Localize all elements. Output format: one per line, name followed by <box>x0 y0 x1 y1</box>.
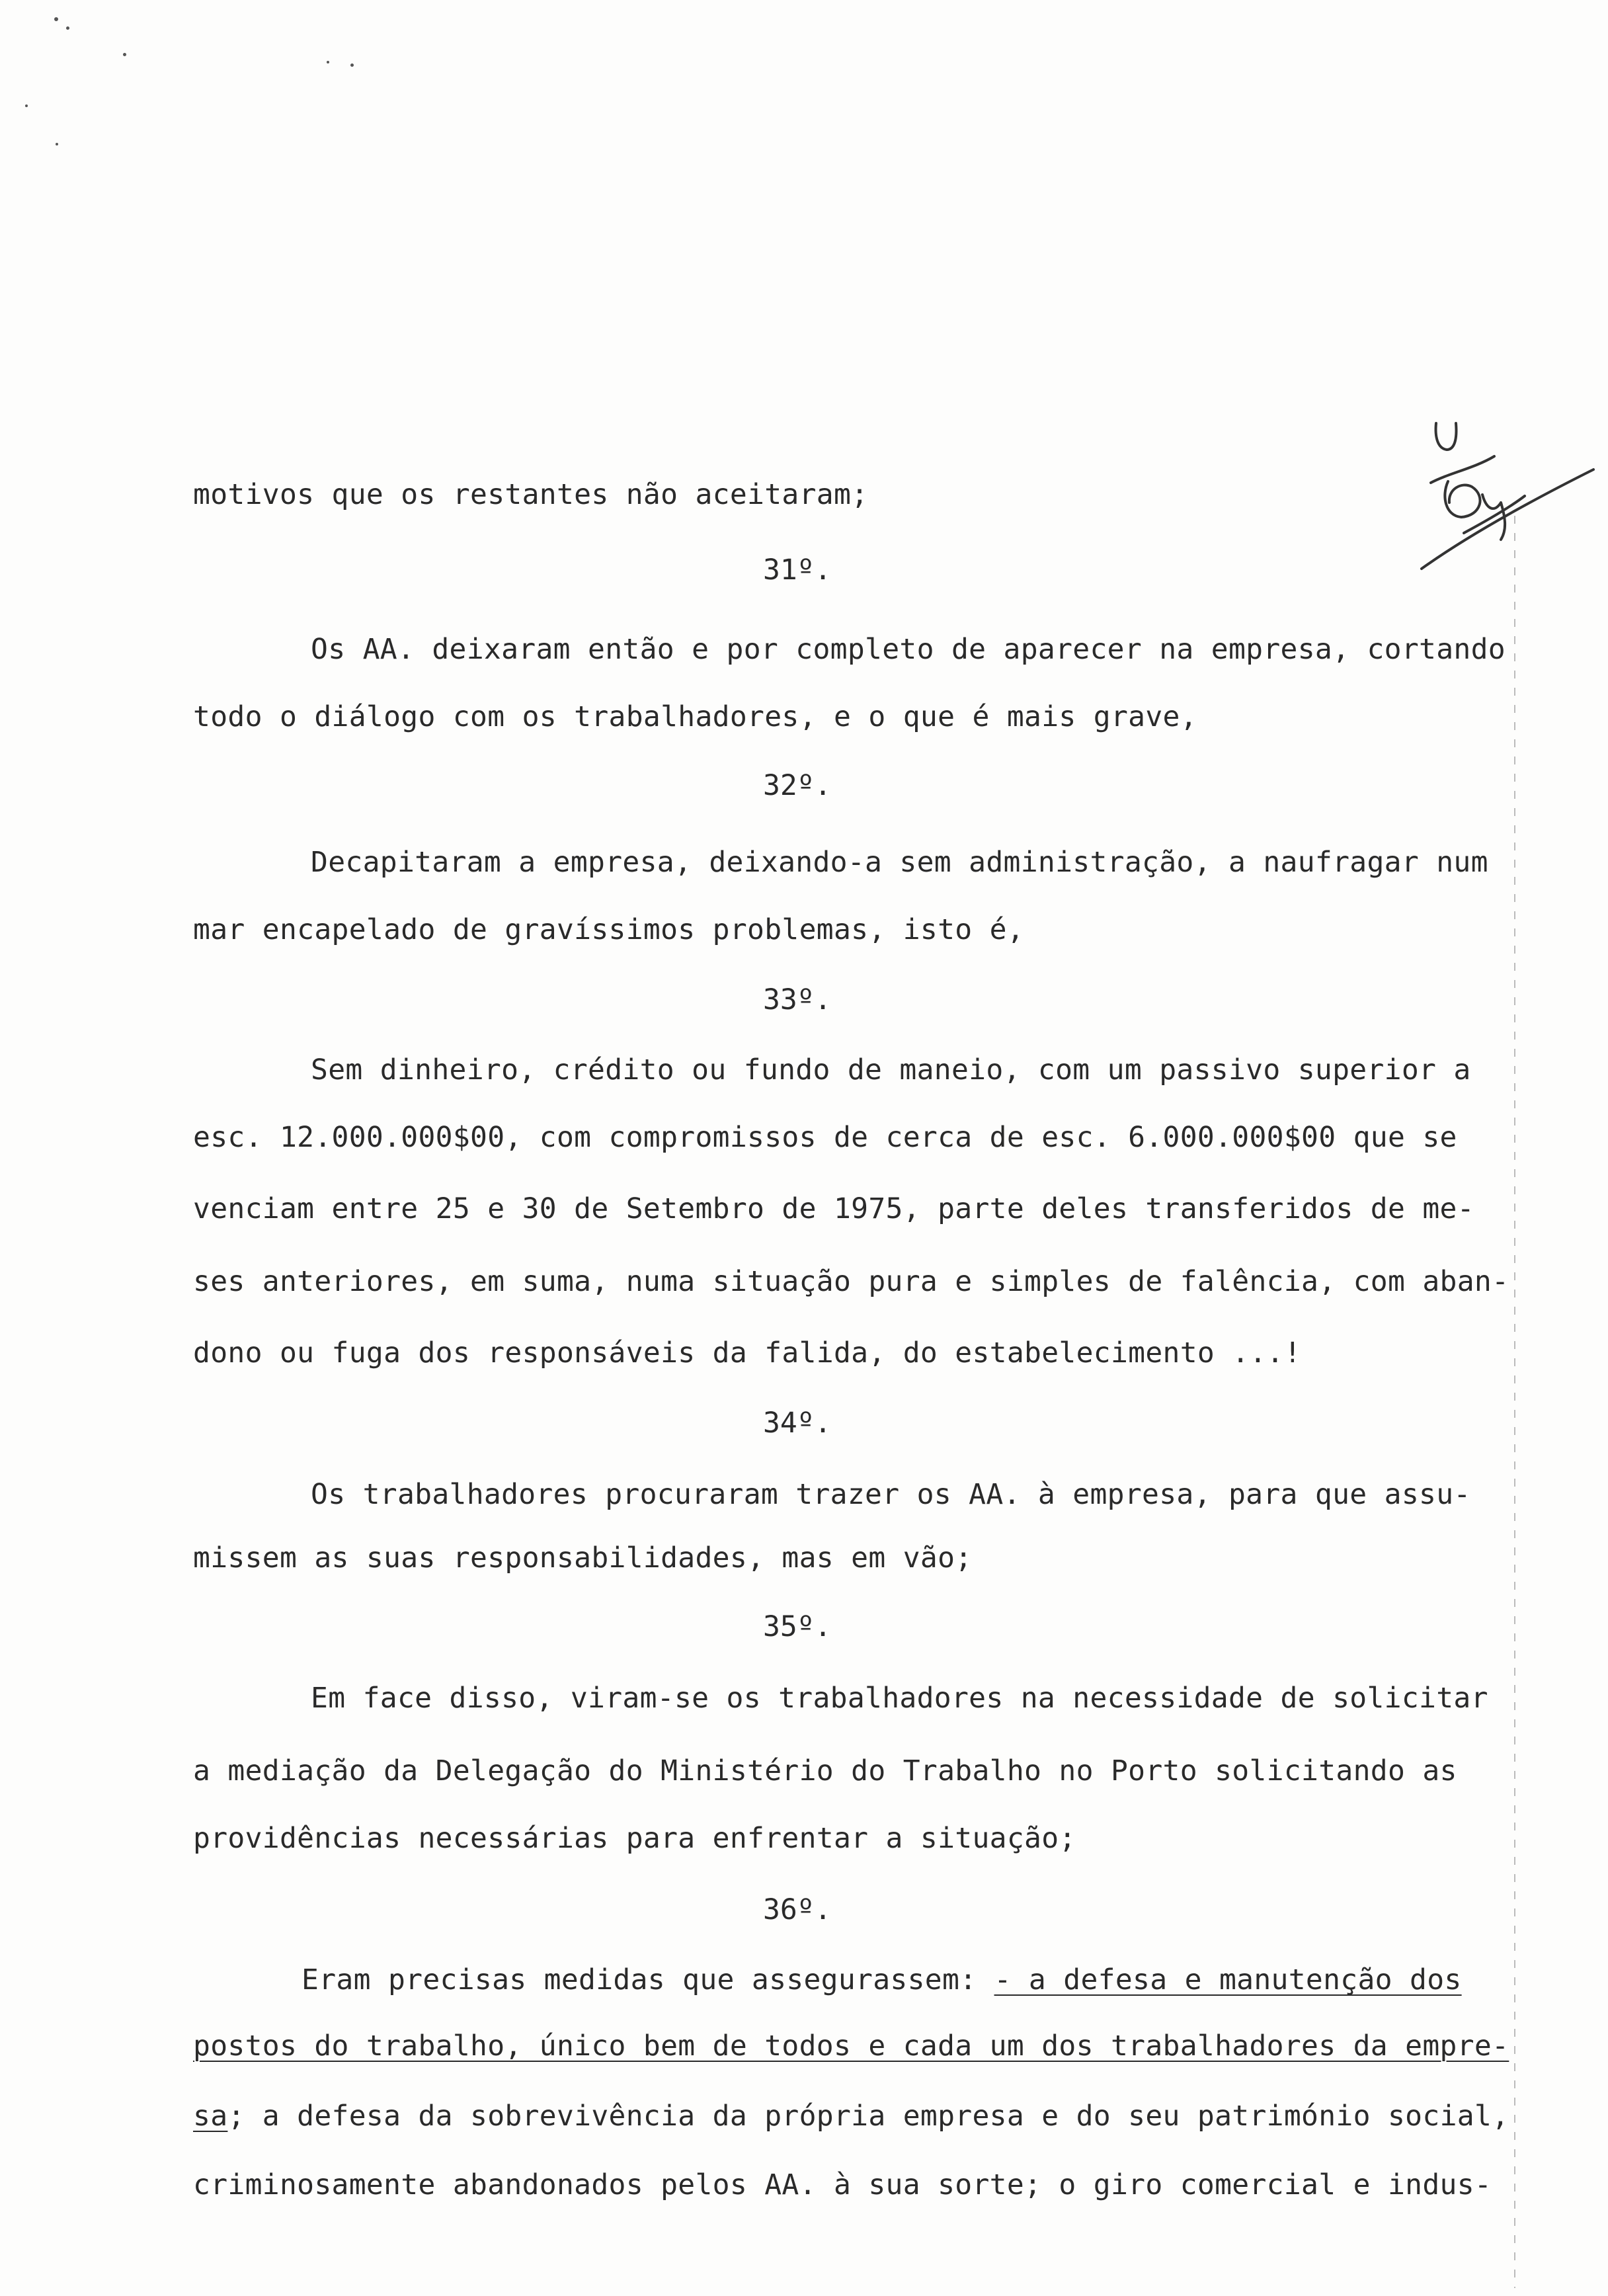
text-line-14: a mediação da Delegação do Ministério do Trabalho no Porto solicitando as <box>193 1754 1457 1787</box>
text-line-18-rest: ; a defesa da sobrevivência da própria empresa e do seu património social, <box>227 2100 1509 2133</box>
text-line-2: Os AA. deixaram então e por completo de aparecer na empresa, cortando <box>311 633 1506 666</box>
scan-speck <box>56 143 58 145</box>
text-line-15: providências necessárias para enfrentar a situação; <box>193 1822 1076 1855</box>
article-number-34: 34º. <box>763 1407 832 1440</box>
article-number-33: 33º. <box>763 983 832 1016</box>
article-number-31: 31º. <box>763 554 832 587</box>
article-number-36: 36º. <box>763 1893 832 1926</box>
text-line-16-start: Eram precisas medidas que assegurassem: <box>302 1963 994 1996</box>
scan-speck <box>327 61 329 63</box>
text-line-17: postos do trabalho, único bem de todos e cada um dos trabalhadores da empre- <box>193 2030 1509 2063</box>
text-line-4: Decapitaram a empresa, deixando-a sem administração, a naufragar num <box>311 846 1488 879</box>
underlined-word: sa <box>193 2100 228 2133</box>
text-line-3: todo o diálogo com os trabalhadores, e o que é mais grave, <box>193 700 1197 733</box>
underlined-phrase: - a defesa e manutenção dos <box>994 1963 1462 1996</box>
text-line-7: esc. 12.000.000$00, com compromissos de cerca de esc. 6.000.000$00 que se <box>193 1121 1457 1154</box>
text-line-19: criminosamente abandonados pelos AA. à sua sorte; o giro comercial e indus- <box>193 2168 1492 2201</box>
text-line-12: missem as suas responsabilidades, mas em vão; <box>193 1541 973 1575</box>
margin-rule <box>1514 516 1515 2288</box>
text-line-13: Em face disso, viram-se os trabalhadores na necessidade de solicitar <box>311 1682 1488 1715</box>
text-line-5: mar encapelado de gravíssimos problemas, isto é, <box>193 913 1025 946</box>
text-line-10: dono ou fuga dos responsáveis da falida, do estabelecimento ...! <box>193 1336 1302 1370</box>
text-line-9: ses anteriores, em suma, numa situação pura e simples de falência, com aban- <box>193 1265 1509 1298</box>
scan-speck <box>350 63 354 67</box>
text-line-6: Sem dinheiro, crédito ou fundo de maneio, com um passivo superior a <box>311 1053 1471 1086</box>
text-line-11: Os trabalhadores procuraram trazer os AA. à empresa, para que assu- <box>311 1478 1471 1511</box>
text-line-8: venciam entre 25 e 30 de Setembro de 1975, parte deles transferidos de me- <box>193 1192 1474 1225</box>
text-line-18 <box>193 2098 1509 2135</box>
article-number-35: 35º. <box>763 1610 832 1643</box>
text-line-1: motivos que os restantes não aceitaram; <box>193 478 869 511</box>
scan-speck <box>66 26 69 30</box>
scan-speck <box>54 17 58 21</box>
handwritten-initials <box>1408 410 1607 582</box>
scan-speck <box>123 53 126 56</box>
text-line-16 <box>302 1961 1462 1998</box>
scan-speck <box>25 104 28 107</box>
article-number-32: 32º. <box>763 769 832 802</box>
